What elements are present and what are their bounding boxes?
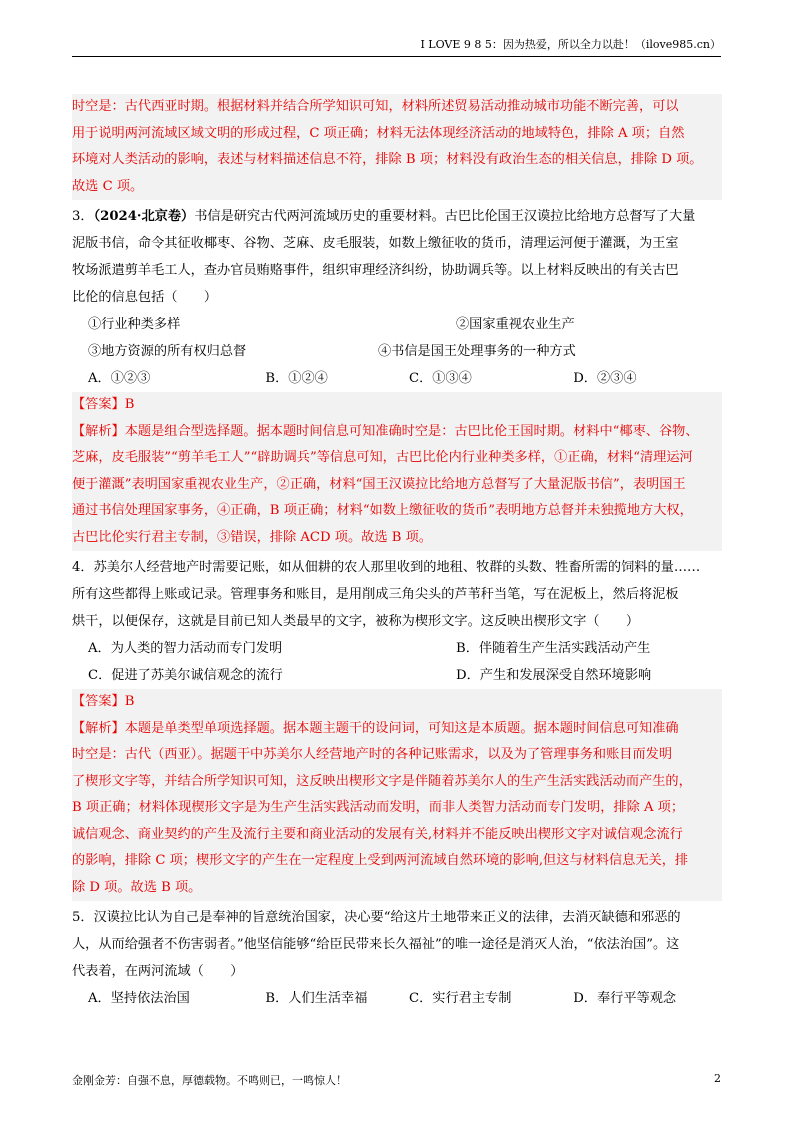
option-d: D．奉行平等观念 bbox=[573, 991, 677, 1006]
header-divider bbox=[72, 56, 721, 57]
option-d: D．产生和发展深受自然环境影响 bbox=[456, 668, 652, 683]
options-row bbox=[72, 985, 722, 1012]
question-3 bbox=[72, 203, 722, 311]
analysis-line: 的影响，排除 C 项；楔形文字的产生在一定程度上受到两河流域自然环境的影响,但这与材料信息无关，排 bbox=[72, 853, 689, 868]
question-stem-line: 牧场派遣剪羊毛工人，查办官员贿赂事件，组织审理经济纠纷，协助调兵等。以上材料反映出的有关古巴 bbox=[72, 263, 679, 278]
analysis-line: 环境对人类活动的影响，表述与材料描述信息不符，排除 B 项；材料没有政治生态的相关信息，排除 D 项。 bbox=[72, 152, 703, 167]
analysis-block-q2 bbox=[72, 94, 722, 200]
options-row bbox=[72, 365, 722, 392]
page-number: 2 bbox=[714, 1072, 721, 1085]
analysis-line: 古巴比伦实行君主专制，③错误，排除 ACD 项。故选 B 项。 bbox=[72, 529, 432, 545]
option-b: B．人们生活幸福 bbox=[265, 991, 368, 1006]
analysis-line: 用于说明两河流域区域文明的形成过程，C 项正确；材料无法体现经济活动的地域特色，排除 A 项；自然 bbox=[72, 125, 685, 141]
statement-row bbox=[72, 311, 722, 338]
question-stem-line: 5．汉谟拉比认为自己是奉神的旨意统治国家，决心要“给这片土地带来正义的法律，去消灭缺德和邪恶的 bbox=[72, 910, 681, 925]
answer-label: 【答案】B bbox=[72, 397, 135, 412]
option-d: D．②③④ bbox=[573, 371, 637, 386]
statement-4: ④书信是国王处理事务的一种方式 bbox=[378, 344, 576, 359]
question-stem-line: 3．（2024·北京卷）书信是研究古代两河流域历史的重要材料。古巴比伦国王汉谟拉比给地方总督写了大量 bbox=[72, 209, 696, 224]
statement-row bbox=[72, 338, 722, 365]
answer-block-q4 bbox=[72, 689, 722, 901]
options-row bbox=[72, 635, 722, 662]
page-header: I LOVE 9 8 5：因为热爱，所以全力以赴！（ilove985.cn） bbox=[420, 38, 721, 51]
answer-label: 【答案】B bbox=[72, 694, 135, 709]
analysis-line: 除 D 项。故选 B 项。 bbox=[72, 879, 202, 895]
analysis-line: 诚信观念、商业契约的产生及流行主要和商业活动的发展有关,材料并不能反映出楔形文字对诚信观念流行 bbox=[72, 826, 683, 842]
question-stem-line: 比伦的信息包括（ ） bbox=[72, 290, 218, 305]
analysis-line: 芝麻，皮毛服装”“剪羊毛工人”“辟助调兵”等信息可知，古巴比伦内行业种类多样，①正确，材料“清理运河 bbox=[72, 450, 693, 465]
analysis-line: 时空是：古代（西亚）。据题干中苏美尔人经营地产时的各种记账需求，以及为了管理事务和账目而发明 bbox=[72, 747, 673, 762]
option-a: A．坚持依法治国 bbox=[88, 991, 190, 1006]
statement-2: ②国家重视农业生产 bbox=[456, 317, 575, 332]
question-stem-line: 4．苏美尔人经营地产时需要记账，如从佃耕的农人那里收到的地租、牧群的头数、牲畜所需的饲料的量…… bbox=[72, 560, 701, 575]
question-4 bbox=[72, 554, 722, 635]
option-c: C．实行君主专制 bbox=[408, 991, 512, 1006]
option-a: A．①②③ bbox=[88, 371, 151, 386]
analysis-line: 【解析】本题是单类型单项选择题。据本题主题干的设问词，可知这是本质题。据本题时间信息可知准确 bbox=[72, 720, 679, 736]
answer-block-q3 bbox=[72, 392, 722, 551]
options-row bbox=[72, 662, 722, 689]
option-b: B．①②④ bbox=[265, 371, 328, 386]
analysis-line: 时空是：古代西亚时期。根据材料并结合所学知识可知，材料所述贸易活动推动城市功能不断完善，可以 bbox=[72, 99, 679, 114]
analysis-line: 故选 C 项。 bbox=[72, 178, 144, 194]
option-c: C．①③④ bbox=[408, 371, 472, 386]
question-stem-line: 烘干，以便保存，这就是目前已知人类最早的文字，被称为楔形文字。这反映出楔形文字（ ） bbox=[72, 614, 640, 629]
page-footer-motto: 金刚金芳：自强不息，厚德载物。不鸣则已，一鸣惊人！ bbox=[72, 1074, 347, 1087]
option-b: B．伴随着生产生活实践活动产生 bbox=[456, 641, 651, 656]
statement-3: ③地方资源的所有权归总督 bbox=[88, 344, 247, 359]
analysis-line: 了楔形文字等，并结合所学知识可知，这反映出楔形文字是伴随着苏美尔人的生产生活实践活动而产生的， bbox=[72, 773, 692, 789]
question-stem-line: 代表着，在两河流域（ ） bbox=[72, 964, 244, 979]
question-stem-line: 人，从而给强者不伤害弱者。”他坚信能够“给臣民带来长久福祉”的唯一途径是消灭人治，“依法治国”。这 bbox=[72, 937, 680, 952]
option-a: A．为人类的智力活动而专门发明 bbox=[88, 641, 283, 656]
analysis-line: B 项正确；材料体现楔形文字是为生产生活实践活动而发明，而非人类智力活动而专门发明，排除 A 项； bbox=[72, 800, 685, 815]
analysis-line: 【解析】本题是组合型选择题。据本题时间信息可知准确时空是：古巴比伦王国时期。材料中“椰枣、谷物、 bbox=[72, 423, 699, 439]
statement-1: ①行业种类多样 bbox=[88, 317, 181, 332]
question-stem-line: 泥版书信，命令其征收椰枣、谷物、芝麻、皮毛服装，如数上缴征收的货币，清理运河便于灌溉，为王室 bbox=[72, 236, 679, 251]
question-stem-line: 所有这些都得上账或记录。管理事务和账目，是用削成三角尖头的芦苇秆当笔，写在泥板上，然后将泥板 bbox=[72, 587, 679, 602]
question-source: （2024·北京卷） bbox=[93, 209, 195, 224]
question-5 bbox=[72, 904, 722, 985]
analysis-line: 便于灌溉”表明国家重视农业生产，②正确，材料“国王汉谟拉比给地方总督写了大量泥版书信”，表明国王 bbox=[72, 476, 686, 492]
page-content bbox=[72, 94, 722, 1012]
analysis-line: 通过书信处理国家事务，④正确，B 项正确；材料“如数上缴征收的货币”表明地方总督并未独揽地方大权， bbox=[72, 503, 693, 518]
option-c: C．促进了苏美尔诚信观念的流行 bbox=[88, 668, 283, 683]
